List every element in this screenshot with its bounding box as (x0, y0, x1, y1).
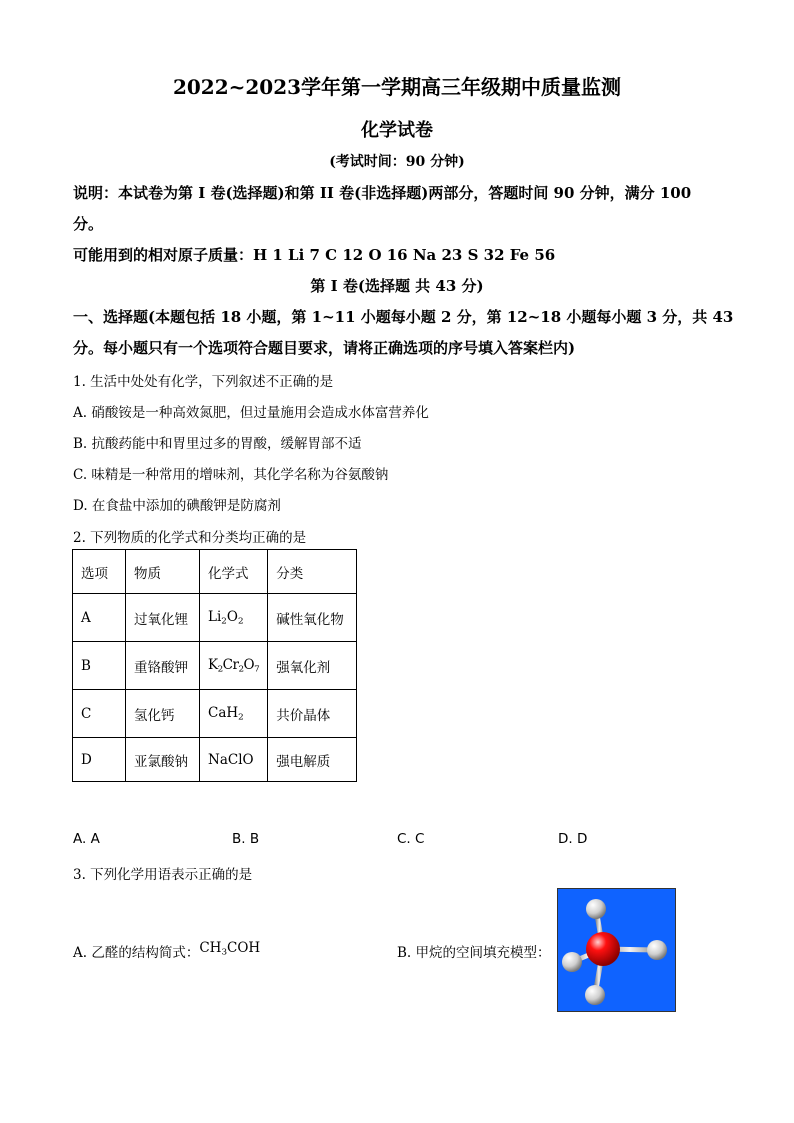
cell-option: B (73, 642, 126, 690)
q2-answer-c: C. C (397, 831, 425, 847)
atomic-masses: 可能用到的相对原子质量：H 1 Li 7 C 12 O 16 Na 23 S 32 Fe 56 (73, 246, 556, 264)
table-row (73, 738, 357, 782)
table-row (73, 642, 357, 690)
cell-substance: 亚氯酸钠 (126, 738, 200, 782)
cell-substance: 重铬酸钾 (126, 642, 200, 690)
cell-substance: 氢化钙 (126, 690, 200, 738)
instructions-line2: 分。 (73, 215, 104, 233)
header-cell-formula: 化学式 (200, 550, 268, 594)
exam-time: (考试时间：90 分钟) (329, 154, 465, 170)
header-cell-class: 分类 (268, 550, 357, 594)
section-title: 第 I 卷(选择题 共 43 分) (310, 277, 484, 295)
cell-formula: NaClO (200, 738, 268, 782)
q1-option-a: A. 硝酸铵是一种高效氮肥，但过量施用会造成水体富营养化 (73, 405, 429, 421)
hydrogen-atom (586, 899, 606, 919)
q3-option-a-label: A. 乙醛的结构简式： (73, 945, 200, 961)
cell-substance: 过氧化锂 (126, 594, 200, 642)
cell-formula: CaH$_2$ (200, 690, 268, 738)
carbon-atom (586, 932, 620, 966)
cell-formula: $Li_2O_2$ (200, 594, 268, 642)
cell-option: A (73, 594, 126, 642)
q1-stem: 1. 生活中处处有化学，下列叙述不正确的是 (73, 374, 334, 390)
q2-stem: 2. 下列物质的化学式和分类均正确的是 (73, 530, 307, 546)
exam-subtitle: 化学试卷 (361, 120, 433, 141)
q3-stem: 3. 下列化学用语表示正确的是 (73, 867, 253, 883)
hydrogen-atom (585, 985, 605, 1005)
q1-option-b: B. 抗酸药能中和胃里过多的胃酸，缓解胃部不适 (73, 436, 362, 452)
q1-option-d: D. 在食盐中添加的碘酸钾是防腐剂 (73, 498, 281, 514)
section-intro-line2: 分。每小题只有一个选项符合题目要求，请将正确选项的序号填入答案栏内) (73, 339, 576, 357)
table-header-row (73, 550, 357, 594)
q2-answer-a: A. A (73, 831, 100, 847)
table-row (73, 594, 357, 642)
cell-class: 碱性氧化物 (268, 594, 357, 642)
q2-table (72, 549, 357, 782)
q2-answer-d: D. D (558, 831, 588, 847)
q3-option-a (73, 941, 260, 963)
exam-title: 2022~2023学年第一学期高三年级期中质量监测 (172, 75, 622, 99)
cell-class: 强氧化剂 (268, 642, 357, 690)
q2-answer-b: B. B (232, 831, 260, 847)
methane-space-filling-model (558, 889, 675, 1011)
q1-option-c: C. 味精是一种常用的增味剂，其化学名称为谷氨酸钠 (73, 467, 389, 483)
section-intro-line1: 一、选择题(本题包括 18 小题，第 1~11 小题每小题 2 分，第 12~18 小题每小题 3 分，共 43 (73, 308, 734, 326)
cell-class: 强电解质 (268, 738, 357, 782)
cell-formula: $K_2Cr_2O_7$ (200, 642, 268, 690)
hydrogen-atom (647, 940, 667, 960)
hydrogen-atom (562, 952, 582, 972)
cell-option: D (73, 738, 126, 782)
instructions-line1: 说明：本试卷为第 I 卷(选择题)和第 II 卷(非选择题)两部分，答题时间 90 分钟，满分 100 (73, 184, 692, 202)
header-cell-substance: 物质 (126, 550, 200, 594)
cell-option: C (73, 690, 126, 738)
cell-class: 共价晶体 (268, 690, 357, 738)
header-cell-option: 选项 (73, 550, 126, 594)
table-row (73, 690, 357, 738)
q3-option-b-label: B. 甲烷的空间填充模型： (397, 945, 551, 961)
acetaldehyde-formula: $CH_3COH$ (199, 940, 261, 958)
methane-model-image (557, 888, 676, 1012)
